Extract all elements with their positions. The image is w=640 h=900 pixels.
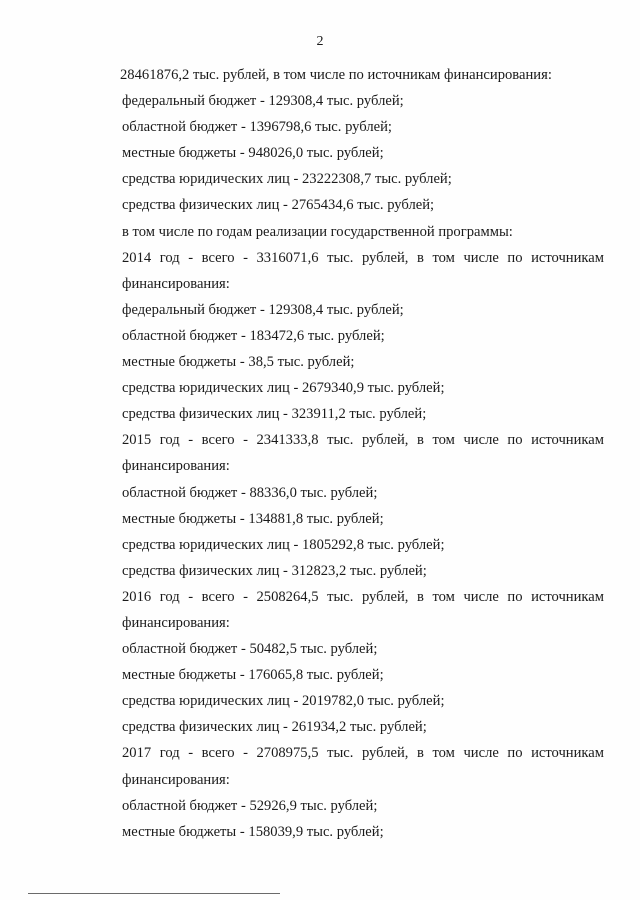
footer-rule xyxy=(28,893,280,894)
text-line: местные бюджеты - 158039,9 тыс. рублей; xyxy=(122,823,384,840)
text-line: 2016 год - всего - 2508264,5 тыс. рублей, в том числе по источникам xyxy=(122,588,604,605)
text-line: средства физических лиц - 312823,2 тыс. рублей; xyxy=(122,562,427,579)
text-line: финансирования: xyxy=(122,275,230,292)
text-line: областной бюджет - 52926,9 тыс. рублей; xyxy=(122,797,378,814)
text-line: 2017 год - всего - 2708975,5 тыс. рублей, в том числе по источникам xyxy=(122,745,604,762)
text-line: местные бюджеты - 176065,8 тыс. рублей; xyxy=(122,667,384,684)
text-line: областной бюджет - 183472,6 тыс. рублей; xyxy=(122,327,385,344)
text-line: 2015 год - всего - 2341333,8 тыс. рублей, в том числе по источникам xyxy=(122,432,604,449)
text-line: финансирования: xyxy=(122,458,230,475)
text-line: областной бюджет - 1396798,6 тыс. рублей; xyxy=(122,119,392,136)
text-line: средства физических лиц - 2765434,6 тыс. рублей; xyxy=(122,197,435,214)
text-line: финансирования: xyxy=(122,771,230,788)
text-line: в том числе по годам реализации государственной программы: xyxy=(122,223,513,240)
text-line: средства физических лиц - 261934,2 тыс. рублей; xyxy=(122,719,427,736)
text-line: местные бюджеты - 948026,0 тыс. рублей; xyxy=(122,145,384,162)
page-number: 2 xyxy=(316,34,324,49)
text-line: 28461876,2 тыс. рублей, в том числе по источникам финансирования: xyxy=(120,67,552,83)
text-line: финансирования: xyxy=(122,614,230,631)
text-line: областной бюджет - 88336,0 тыс. рублей; xyxy=(122,484,378,501)
text-line: средства юридических лиц - 2679340,9 тыс. рублей; xyxy=(122,380,445,397)
text-line: 2014 год - всего - 3316071,6 тыс. рублей, в том числе по источникам xyxy=(122,249,604,266)
text-line: областной бюджет - 50482,5 тыс. рублей; xyxy=(122,641,378,658)
text-line: средства юридических лиц - 2019782,0 тыс. рублей; xyxy=(122,693,445,710)
text-line: средства юридических лиц - 23222308,7 тыс. рублей; xyxy=(122,171,452,188)
text-line: местные бюджеты - 38,5 тыс. рублей; xyxy=(122,354,355,371)
text-line: средства юридических лиц - 1805292,8 тыс. рублей; xyxy=(122,536,445,553)
text-line: федеральный бюджет - 129308,4 тыс. рублей; xyxy=(122,93,404,110)
document-body xyxy=(122,64,604,847)
text-line: местные бюджеты - 134881,8 тыс. рублей; xyxy=(122,510,384,527)
text-line: средства физических лиц - 323911,2 тыс. рублей; xyxy=(122,406,427,423)
text-line: федеральный бюджет - 129308,4 тыс. рублей; xyxy=(122,301,404,318)
